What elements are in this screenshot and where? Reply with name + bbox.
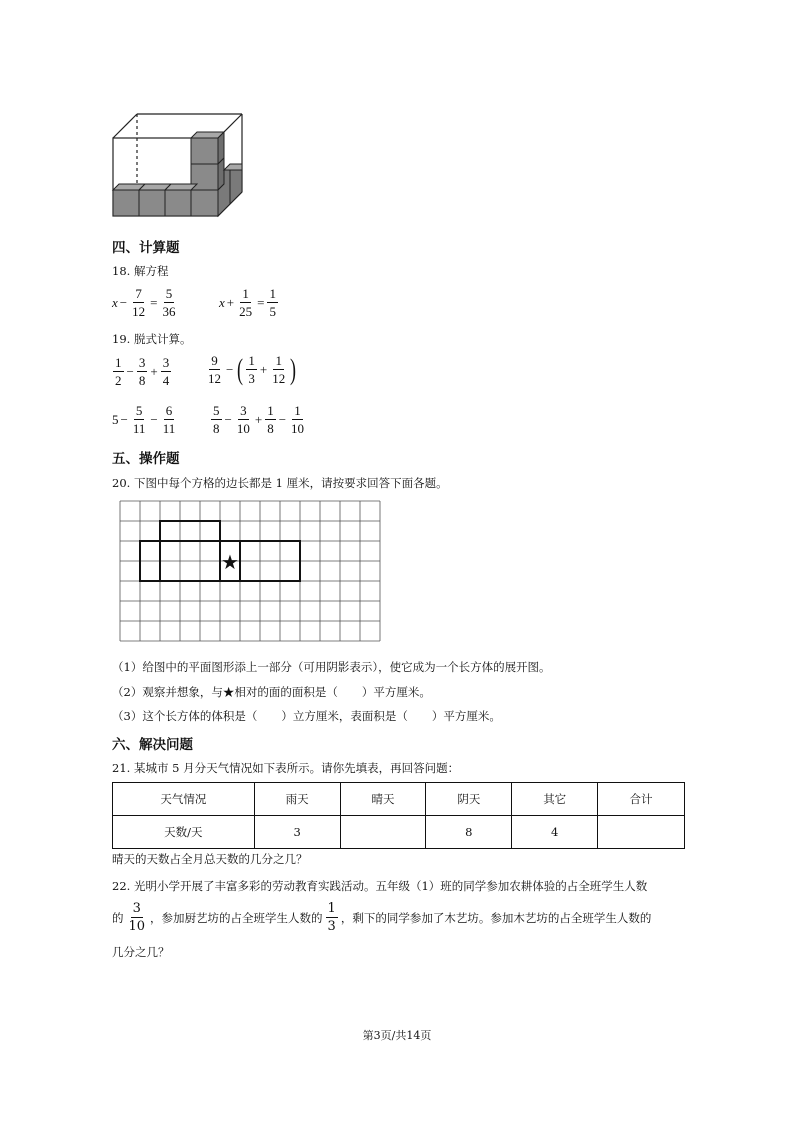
section-title-operation: 五、操作题 (112, 451, 180, 467)
table-header-cell: 晴天 (340, 783, 426, 816)
variable-x: x (112, 294, 118, 310)
table-header-row (113, 783, 685, 816)
fraction: $\frac{1}{5}$ (269, 286, 276, 319)
fraction: $\frac{1}{3}$ (248, 353, 255, 386)
fraction: $\frac{3}{10}$ (128, 901, 146, 934)
question-22-line-2: 的 $\frac{3}{10}$ ，参加厨艺坊的占全班学生人数的 $\frac{1}{3}$ ，剩下的同学参加了木艺坊。参加木艺坊的占全班学生人数的 (112, 901, 652, 934)
operator: − (226, 361, 234, 377)
star-icon: ★ (222, 685, 235, 699)
operator: − (126, 363, 134, 379)
fraction: $\frac{5}{8}$ (213, 403, 220, 436)
equals: = (257, 294, 265, 310)
operator: + (150, 363, 158, 379)
expression-1 (112, 356, 172, 387)
whole-number: 5 (112, 411, 119, 427)
table-row (113, 816, 685, 849)
question-20-text: 20. 下图中每个方格的边长都是 1 厘米，请按要求回答下面各题。 (112, 476, 448, 490)
fraction: $\frac{1}{12}$ (272, 353, 286, 386)
table-cell: 8 (426, 816, 512, 849)
expression-2 (205, 354, 298, 385)
square-grid-figure (118, 500, 382, 644)
weather-table (112, 782, 685, 849)
question-18-label: 18. 解方程 (112, 264, 169, 278)
fraction: $\frac{1}{25}$ (239, 286, 253, 319)
question-21-text: 21. 某城市 5 月分天气情况如下表所示。请你先填表，再回答问题： (112, 761, 460, 775)
page-number: 第3页/共14页 (362, 1029, 432, 1042)
equation-2 (219, 287, 279, 318)
fraction: $\frac{6}{11}$ (162, 403, 176, 436)
table-cell-blank[interactable] (598, 816, 685, 849)
section-title-calculation: 四、计算题 (112, 240, 180, 256)
fraction: $\frac{7}{12}$ (132, 286, 146, 319)
question-21-question: 晴天的天数占全月总天数的几分之几？ (112, 852, 308, 866)
fraction: $\frac{1}{10}$ (291, 403, 305, 436)
operator: − (120, 411, 128, 427)
table-header-cell: 阴天 (426, 783, 512, 816)
variable-x: x (219, 294, 225, 310)
expression-3 (112, 404, 178, 435)
operator: − (150, 411, 158, 427)
table-header-cell: 合计 (598, 783, 685, 816)
operator: − (119, 294, 128, 310)
operator: + (226, 294, 235, 310)
question-22-line-1: 22. 光明小学开展了丰富多彩的劳动教育实践活动。五年级（1）班的同学参加农耕体验的占全班学生人数 (112, 879, 648, 893)
cube-stack-figure (105, 108, 250, 223)
fraction: $\frac{5}{11}$ (132, 403, 146, 436)
table-header-cell: 天气情况 (113, 783, 255, 816)
question-20-part-2: （2）观察并想象，与★相对的面的面积是（ ）平方厘米。 (112, 685, 431, 699)
question-19-label: 19. 脱式计算。 (112, 332, 192, 346)
table-cell: 3 (254, 816, 340, 849)
right-paren: ) (290, 352, 297, 386)
fraction: $\frac{3}{8}$ (138, 355, 146, 388)
fraction: $\frac{9}{12}$ (208, 353, 221, 386)
table-cell: 天数/天 (113, 816, 255, 849)
fraction: $\frac{5}{36}$ (162, 286, 176, 319)
fraction: $\frac{3}{10}$ (236, 403, 250, 436)
equation-1 (112, 287, 178, 318)
question-20-part-1: （1）给图中的平面图形添上一部分（可用阴影表示），使它成为一个长方体的展开图。 (112, 660, 551, 674)
operator: + (259, 361, 268, 377)
table-header-cell: 其它 (512, 783, 598, 816)
fraction: $\frac{3}{4}$ (162, 355, 170, 388)
equals: = (150, 294, 158, 310)
table-cell: 4 (512, 816, 598, 849)
operator: + (254, 411, 263, 427)
table-cell-blank[interactable] (340, 816, 426, 849)
section-title-problem-solving: 六、解决问题 (112, 737, 193, 753)
operator: − (278, 411, 287, 427)
operator: − (224, 411, 232, 427)
star-icon: ★ (221, 550, 239, 574)
net-top-face (160, 521, 220, 541)
expression-4 (210, 404, 307, 435)
left-paren: ( (237, 352, 244, 386)
table-header-cell: 雨天 (254, 783, 340, 816)
question-20-part-3: （3）这个长方体的体积是（ ）立方厘米，表面积是（ ）平方厘米。 (112, 709, 501, 723)
question-22-line-3: 几分之几？ (112, 945, 170, 959)
fraction: $\frac{1}{3}$ (327, 901, 336, 934)
fraction: $\frac{1}{2}$ (115, 355, 122, 388)
fraction: $\frac{1}{8}$ (267, 403, 274, 436)
